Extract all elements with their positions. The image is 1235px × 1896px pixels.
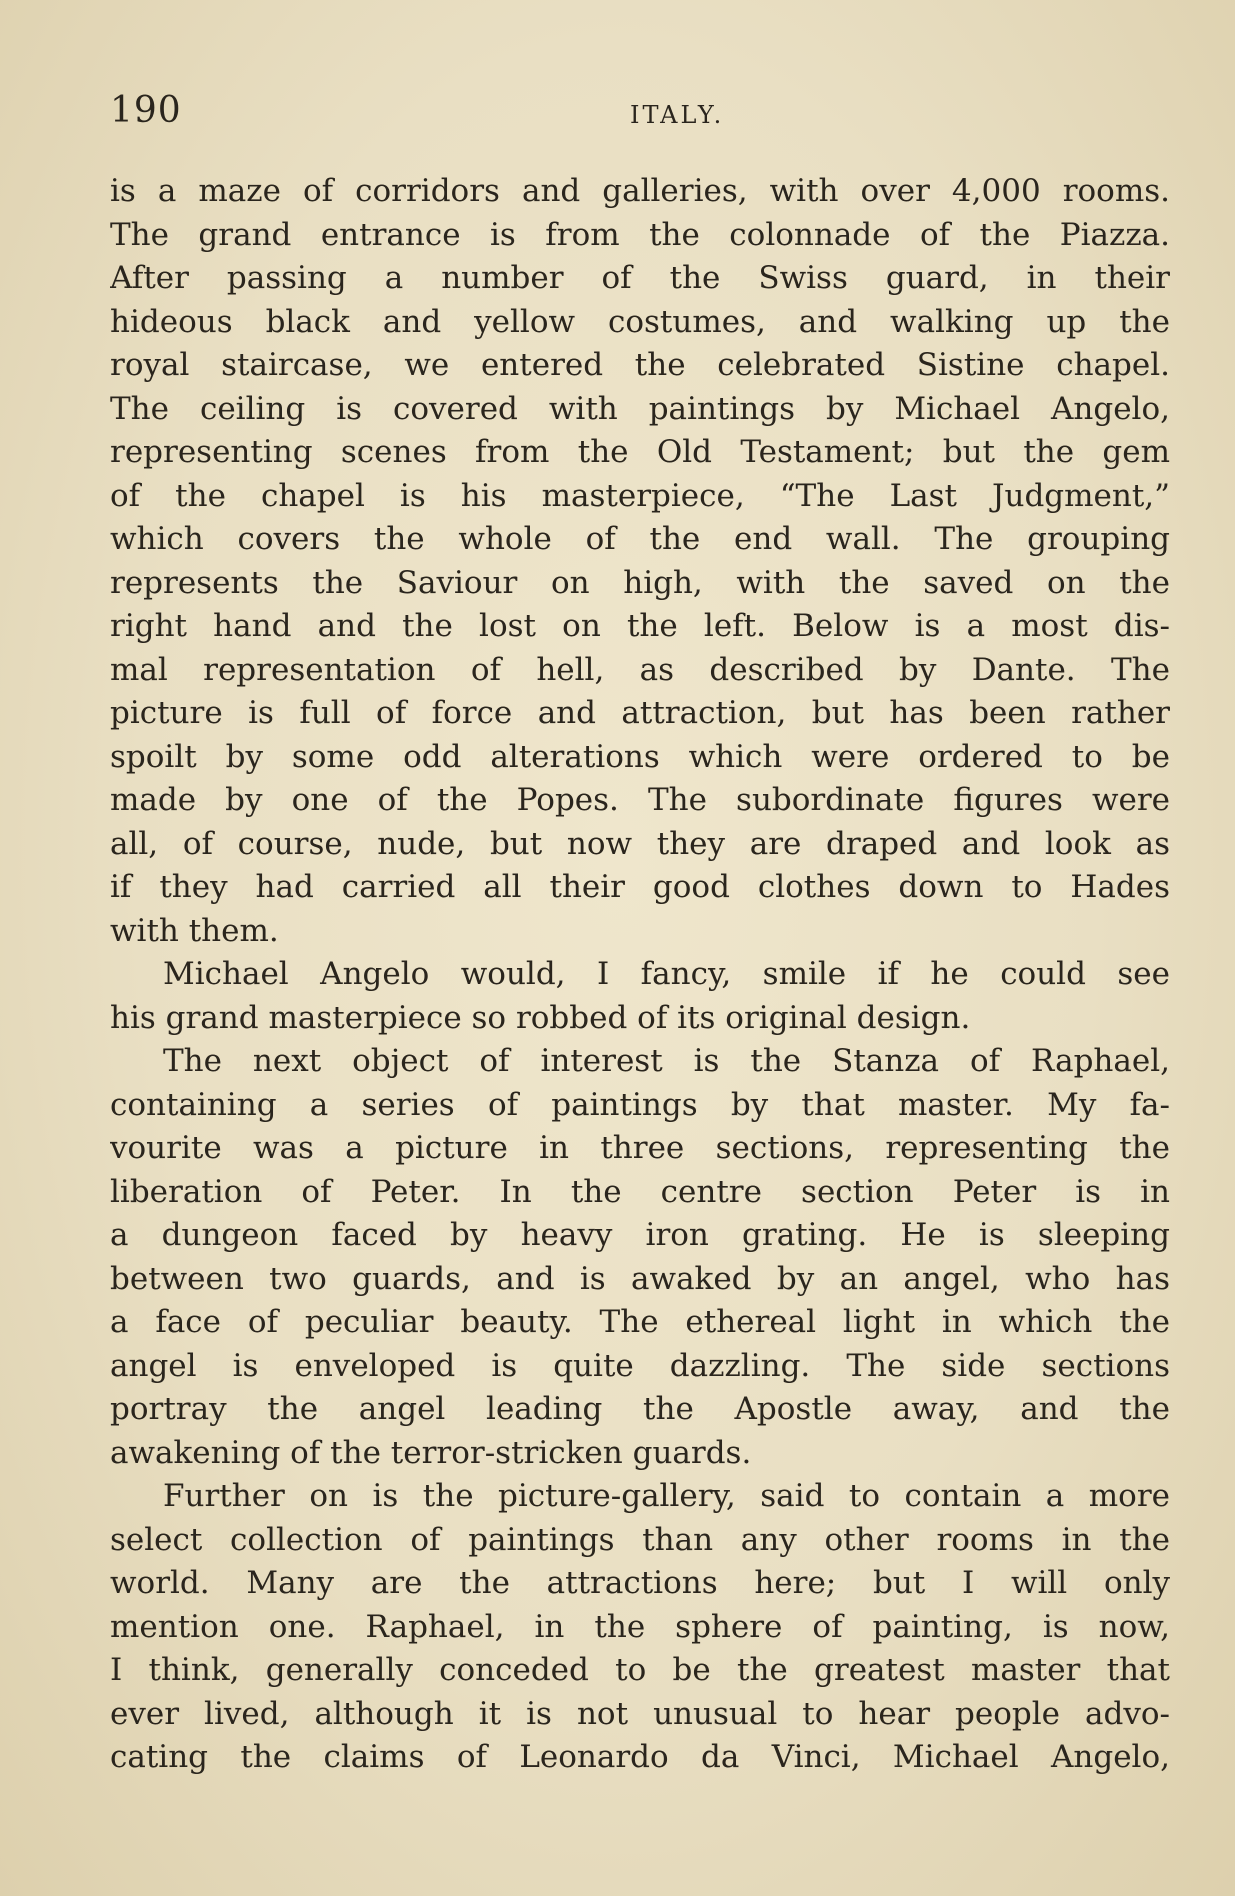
text-line: a dungeon faced by heavy iron grating. He is sleeping	[110, 1217, 1170, 1253]
text-line: awakening of the terror-stricken guards.	[110, 1434, 752, 1471]
text-line: containing a series of paintings by that master. My fa-	[110, 1086, 1170, 1123]
text-line: a face of peculiar beauty. The ethereal light in which the	[110, 1304, 1170, 1340]
text-line: I think, generally conceded to be the greatest master that	[110, 1652, 1170, 1688]
text-line: world. Many are the attractions here; but I will only	[110, 1565, 1170, 1601]
text-line: which covers the whole of the end wall. The grouping	[110, 521, 1170, 557]
text-line: Further on is the picture-gallery, said to contain a more	[163, 1478, 1170, 1514]
text-line: After passing a number of the Swiss guard, in their	[110, 260, 1170, 296]
text-line: hideous black and yellow costumes, and walking up the	[110, 303, 1170, 340]
page-number: 190	[110, 90, 182, 131]
text-line: his grand masterpiece so robbed of its original design.	[110, 999, 971, 1036]
body-text	[110, 170, 1170, 1780]
text-line: is a maze of corridors and galleries, with over 4,000 rooms.	[110, 173, 1170, 209]
text-line: angel is enveloped is quite dazzling. The side sections	[110, 1347, 1170, 1384]
text-line: mal representation of hell, as described by Dante. The	[110, 651, 1170, 688]
text-line: spoilt by some odd alterations which were ordered to be	[110, 738, 1170, 775]
text-line: portray the angel leading the Apostle away, and the	[110, 1391, 1170, 1427]
text-line: of the chapel is his masterpiece, “The Last Judgment,”	[110, 477, 1170, 514]
text-line: The ceiling is covered with paintings by Michael Angelo,	[110, 390, 1170, 427]
text-line: made by one of the Popes. The subordinate figures were	[110, 782, 1170, 818]
text-line: select collection of paintings than any other rooms in the	[110, 1521, 1170, 1558]
running-head: ITALY.	[630, 101, 725, 129]
text-line: represents the Saviour on high, with the saved on the	[110, 564, 1170, 601]
text-line: if they had carried all their good clothes down to Hades	[110, 869, 1170, 905]
text-line: right hand and the lost on the left. Below is a most dis-	[110, 608, 1170, 644]
text-line: royal staircase, we entered the celebrated Sistine chapel.	[110, 347, 1170, 383]
text-line: liberation of Peter. In the centre section Peter is in	[110, 1173, 1170, 1210]
text-line: with them.	[110, 912, 279, 949]
text-line: between two guards, and is awaked by an angel, who has	[110, 1260, 1170, 1297]
text-line: representing scenes from the Old Testament; but the gem	[110, 434, 1170, 470]
text-line: The grand entrance is from the colonnade of the Piazza.	[110, 216, 1170, 253]
text-line: picture is full of force and attraction, but has been rather	[110, 695, 1170, 731]
page-header	[110, 86, 1170, 136]
text-line: Michael Angelo would, I fancy, smile if he could see	[163, 956, 1170, 992]
text-line: The next object of interest is the Stanza of Raphael,	[163, 1043, 1170, 1079]
text-line: cating the claims of Leonardo da Vinci, Michael Angelo,	[110, 1739, 1170, 1775]
text-line: ever lived, although it is not unusual to hear people advo-	[110, 1695, 1170, 1732]
text-line: all, of course, nude, but now they are draped and look as	[110, 825, 1170, 862]
text-line: mention one. Raphael, in the sphere of painting, is now,	[110, 1608, 1170, 1645]
text-line: vourite was a picture in three sections, representing the	[110, 1130, 1170, 1166]
